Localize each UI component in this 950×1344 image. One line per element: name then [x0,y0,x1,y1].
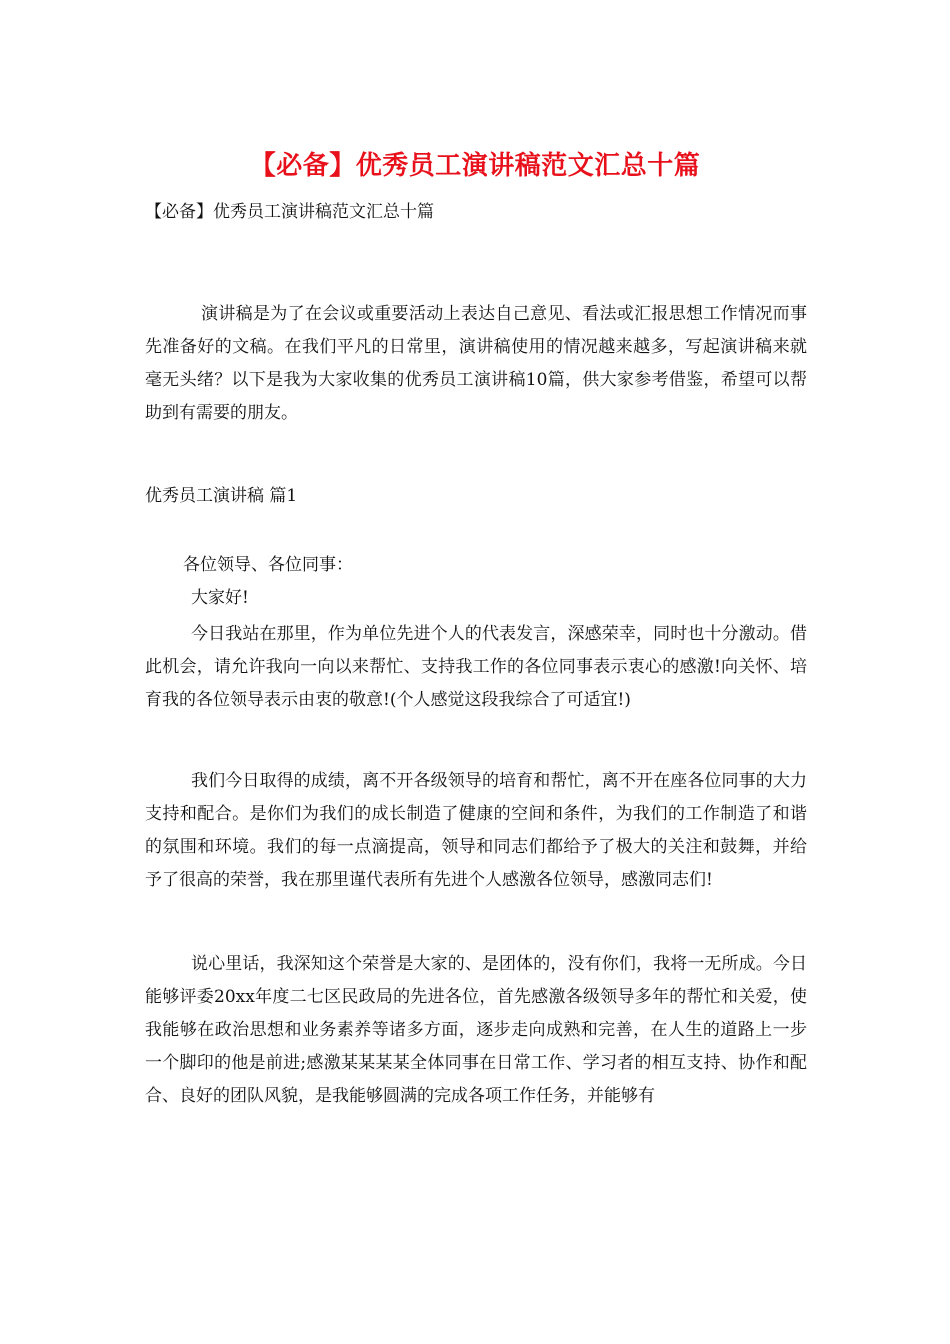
paragraph-text: 说心里话，我深知这个荣誉是大家的、是团体的，没有你们，我将一无所成。今日能够评委20xx年度二七区民政局的先进各位，首先感激各级领导多年的帮忙和关爱，使我能够在政治思想和业务素养等诸多方面，逐步走向成熟和完善，在人生的道路上一步一个脚印的他是前进;感激某某某某全体同事在日常工作、学习者的相互支持、协作和配合、良好的团队风貌，是我能够圆满的完成各项工作任务，并能够有 [145,954,807,1106]
greeting: 大家好! [191,588,249,608]
document-title: 【必备】优秀员工演讲稿范文汇总十篇 [249,151,701,181]
body-paragraph-2 [145,765,807,897]
document-subtitle: 【必备】优秀员工演讲稿范文汇总十篇 [145,202,434,222]
section-heading: 优秀员工演讲稿 篇1 [145,486,298,506]
paragraph-text: 今日我站在那里，作为单位先进个人的代表发言，深感荣幸，同时也十分激动。借此机会，请允许我向一向以来帮忙、支持我工作的各位同事表示衷心的感激!向关怀、培育我的各位领导表示由衷的敬意!(个人感觉这段我综合了可适宜!) [145,624,807,710]
salutation: 各位领导、各位同事： [183,555,353,575]
intro-text: 演讲稿是为了在会议或重要活动上表达自己意见、看法或汇报思想工作情况而事先准备好的文稿。在我们平凡的日常里，演讲稿使用的情况越来越多，写起演讲稿来就毫无头绪？以下是我为大家收集的优秀员工演讲稿10篇，供大家参考借鉴，希望可以帮助到有需要的朋友。 [145,304,807,423]
body-paragraph-1 [145,618,807,717]
intro-paragraph [145,298,807,430]
paragraph-text: 我们今日取得的成绩，离不开各级领导的培育和帮忙，离不开在座各位同事的大力支持和配合。是你们为我们的成长制造了健康的空间和条件，为我们的工作制造了和谐的氛围和环境。我们的每一点滴提高，领导和同志们都给予了极大的关注和鼓舞，并给予了很高的荣誉，我在那里谨代表所有先进个人感激各位领导，感激同志们! [145,771,807,890]
body-paragraph-3 [145,948,807,1113]
